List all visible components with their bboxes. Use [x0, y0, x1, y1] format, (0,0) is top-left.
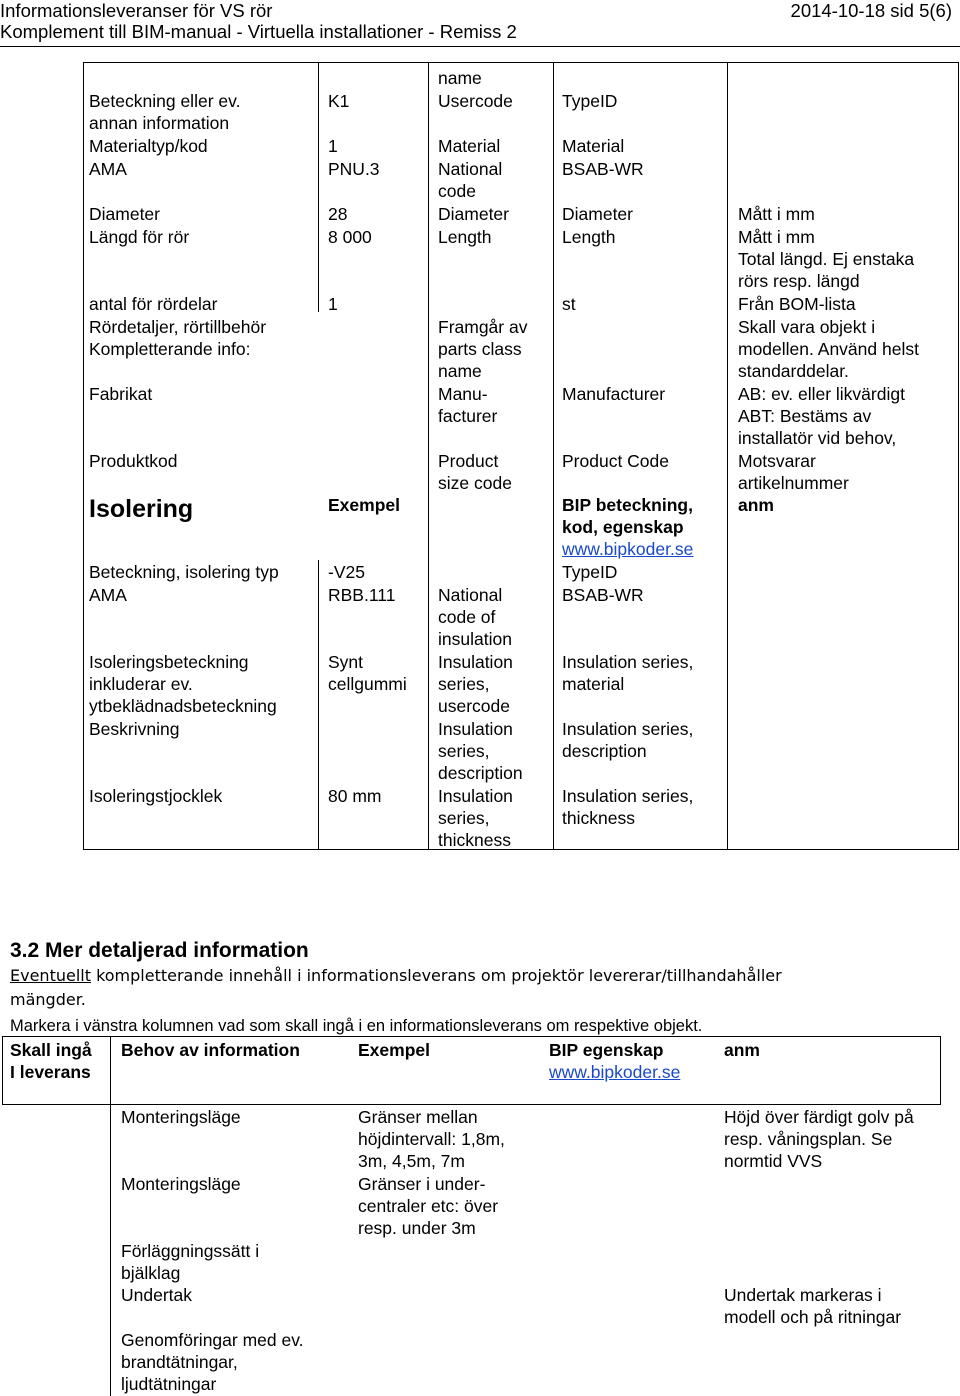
row-info: bjälklag	[121, 1263, 181, 1283]
cell-text: parts class	[438, 339, 522, 359]
cell-text: Produktkod	[89, 451, 178, 471]
cell-text: Insulation	[438, 719, 513, 739]
cell-text: name	[438, 361, 482, 381]
cell-text: Diameter	[438, 204, 509, 224]
row-anm: Höjd över färdigt golv på	[724, 1107, 914, 1127]
header-info-need: Behov av information	[121, 1040, 300, 1060]
header-row-divider	[2, 1104, 941, 1105]
col-divider	[110, 1104, 111, 1396]
cell-text: K1	[328, 91, 350, 111]
cell-text: Mått i mm	[738, 227, 815, 247]
cell-text: Framgår av	[438, 317, 528, 337]
row-anm: Undertak markeras i	[724, 1285, 882, 1305]
cell-text: description	[438, 763, 523, 783]
cell-text: inkluderar ev.	[89, 674, 193, 694]
header-include: I leverans	[10, 1062, 91, 1082]
cell-text: series,	[438, 741, 490, 761]
intro-text: kompletterande innehåll i informationsleverans om projektör levererar/tillhandahåller	[90, 966, 782, 985]
row-info: Undertak	[121, 1285, 193, 1305]
cell-text: Length	[562, 227, 616, 247]
col-divider	[318, 62, 319, 312]
cell-text: National	[438, 159, 503, 179]
cell-text: usercode	[438, 696, 510, 716]
instruction-text: Markera i vänstra kolumnen vad som skall ingå i en informationsleverans om respektive objekt.	[10, 1017, 703, 1035]
row-info: Genomföringar med ev.	[121, 1330, 304, 1350]
header-rule	[0, 46, 960, 47]
cell-text: AMA	[89, 585, 127, 605]
row-anm: normtid VVS	[724, 1151, 823, 1171]
cell-text: ytbeklädnadsbeteckning	[89, 696, 277, 716]
cell-text: BSAB-WR	[562, 159, 644, 179]
cell-text: Usercode	[438, 91, 513, 111]
cell-text: Kompletterande info:	[89, 339, 251, 359]
table-border-top	[2, 1036, 941, 1037]
cell-text: Längd för rör	[89, 227, 190, 247]
col-divider	[428, 62, 429, 850]
cell-text: 1	[328, 136, 338, 156]
cell-text: Diameter	[89, 204, 160, 224]
col-divider	[553, 62, 554, 850]
table-border-left	[2, 1036, 3, 1105]
header-bip: BIP egenskap	[549, 1040, 664, 1060]
document-title: Informationsleveranser för VS rör	[0, 0, 273, 21]
cell-text: Skall vara objekt i	[738, 317, 876, 337]
header-anm: anm	[724, 1040, 760, 1060]
table-border-right	[958, 62, 959, 850]
section-heading: 3.2 Mer detaljerad information	[10, 939, 309, 962]
table-border-bottom	[83, 849, 959, 850]
cell-text: code of	[438, 607, 496, 627]
cell-text: Fabrikat	[89, 384, 153, 404]
cell-text: Manufacturer	[562, 384, 666, 404]
cell-text: TypeID	[562, 562, 618, 582]
intro-line: mängder.	[10, 990, 86, 1009]
cell-text: Material	[562, 136, 625, 156]
cell-text: kod, egenskap	[562, 517, 684, 537]
cell-text: Insulation	[438, 786, 513, 806]
row-example: Gränser mellan	[358, 1107, 478, 1127]
row-info: Förläggningssätt i	[121, 1241, 260, 1261]
cell-text: Från BOM-lista	[738, 294, 856, 314]
col-divider	[110, 1036, 111, 1105]
cell-text: Insulation series,	[562, 652, 694, 672]
cell-text: Insulation	[438, 652, 513, 672]
row-anm: resp. våningsplan. Se	[724, 1129, 893, 1149]
cell-text: rörs resp. längd	[738, 271, 860, 291]
cell-text: BSAB-WR	[562, 585, 644, 605]
bipkoder-link[interactable]: www.bipkoder.se	[562, 539, 694, 559]
date-page-number: 2014-10-18 sid 5(6)	[790, 0, 952, 21]
cell-text: description	[562, 741, 647, 761]
cell-text: Insulation series,	[562, 719, 694, 739]
row-info: ljudtätningar	[121, 1374, 217, 1394]
cell-text: National	[438, 585, 503, 605]
cell-text: material	[562, 674, 625, 694]
cell-text: name	[438, 68, 482, 88]
row-example: resp. under 3m	[358, 1218, 476, 1238]
cell-text: Total längd. Ej enstaka	[738, 249, 915, 269]
cell-text: PNU.3	[328, 159, 380, 179]
row-example: Gränser i under-	[358, 1174, 486, 1194]
cell-text: 80 mm	[328, 786, 382, 806]
cell-text: series,	[438, 808, 490, 828]
cell-text: insulation	[438, 629, 512, 649]
cell-text: ABT: Bestäms av	[738, 406, 872, 426]
intro-underlined-word: Eventuellt	[10, 966, 91, 985]
cell-text: Motsvarar	[738, 451, 816, 471]
cell-text: Isoleringstjocklek	[89, 786, 223, 806]
row-example: centraler etc: över	[358, 1196, 499, 1216]
header-include: Skall ingå	[10, 1040, 92, 1060]
cell-text: st	[562, 294, 576, 314]
cell-text: 8 000	[328, 227, 372, 247]
cell-text: 1	[328, 294, 338, 314]
cell-text: TypeID	[562, 91, 618, 111]
cell-text: artikelnummer	[738, 473, 849, 493]
cell-text: Diameter	[562, 204, 633, 224]
intro-line	[10, 964, 782, 988]
cell-text: thickness	[562, 808, 635, 828]
cell-text: Manu-	[438, 384, 488, 404]
cell-text: Synt	[328, 652, 364, 672]
example-label: Exempel	[328, 495, 400, 515]
cell-text: installatör vid behov,	[738, 428, 897, 448]
cell-text: Beteckning, isolering typ	[89, 562, 279, 582]
table-border-left	[83, 62, 84, 850]
cell-text: Material	[438, 136, 501, 156]
document-subtitle: Komplement till BIM-manual - Virtuella installationer - Remiss 2	[0, 21, 517, 42]
cell-text: Insulation series,	[562, 786, 694, 806]
cell-text: annan information	[89, 113, 230, 133]
cell-text: AB: ev. eller likvärdigt	[738, 384, 905, 404]
cell-text: thickness	[438, 830, 511, 850]
table-border-top	[83, 62, 959, 63]
cell-text: -V25	[328, 562, 365, 582]
cell-text: Mått i mm	[738, 204, 815, 224]
header-example: Exempel	[358, 1040, 430, 1060]
row-example: höjdintervall: 1,8m,	[358, 1129, 505, 1149]
cell-text: Rördetaljer, rörtillbehör	[89, 317, 267, 337]
table-border-right	[940, 1036, 941, 1105]
cell-text: Materialtyp/kod	[89, 136, 208, 156]
cell-text: Beskrivning	[89, 719, 180, 739]
page-header	[0, 0, 960, 46]
col-divider	[318, 560, 319, 850]
cell-text: cellgummi	[328, 674, 407, 694]
cell-text: AMA	[89, 159, 127, 179]
cell-text: Product Code	[562, 451, 670, 471]
cell-text: anm	[738, 495, 774, 515]
cell-text: standarddelar.	[738, 361, 849, 381]
cell-text: Isoleringsbeteckning	[89, 652, 249, 672]
cell-text: 28	[328, 204, 348, 224]
cell-text: modellen. Använd helst	[738, 339, 919, 359]
cell-text: facturer	[438, 406, 498, 426]
cell-text: code	[438, 181, 476, 201]
cell-text: BIP beteckning,	[562, 495, 693, 515]
cell-text: Length	[438, 227, 492, 247]
bipkoder-link[interactable]: www.bipkoder.se	[549, 1062, 681, 1082]
row-info: brandtätningar,	[121, 1352, 238, 1372]
row-anm: modell och på ritningar	[724, 1307, 902, 1327]
cell-text: RBB.111	[328, 585, 396, 605]
cell-text: Product	[438, 451, 499, 471]
cell-text: antal för rördelar	[89, 294, 218, 314]
row-info: Monteringsläge	[121, 1107, 241, 1127]
row-info: Monteringsläge	[121, 1174, 241, 1194]
insulation-heading: Isolering	[89, 495, 194, 523]
row-example: 3m, 4,5m, 7m	[358, 1151, 465, 1171]
col-divider	[727, 62, 728, 850]
cell-text: series,	[438, 674, 490, 694]
cell-text: size code	[438, 473, 512, 493]
cell-text: Beteckning eller ev.	[89, 91, 241, 111]
